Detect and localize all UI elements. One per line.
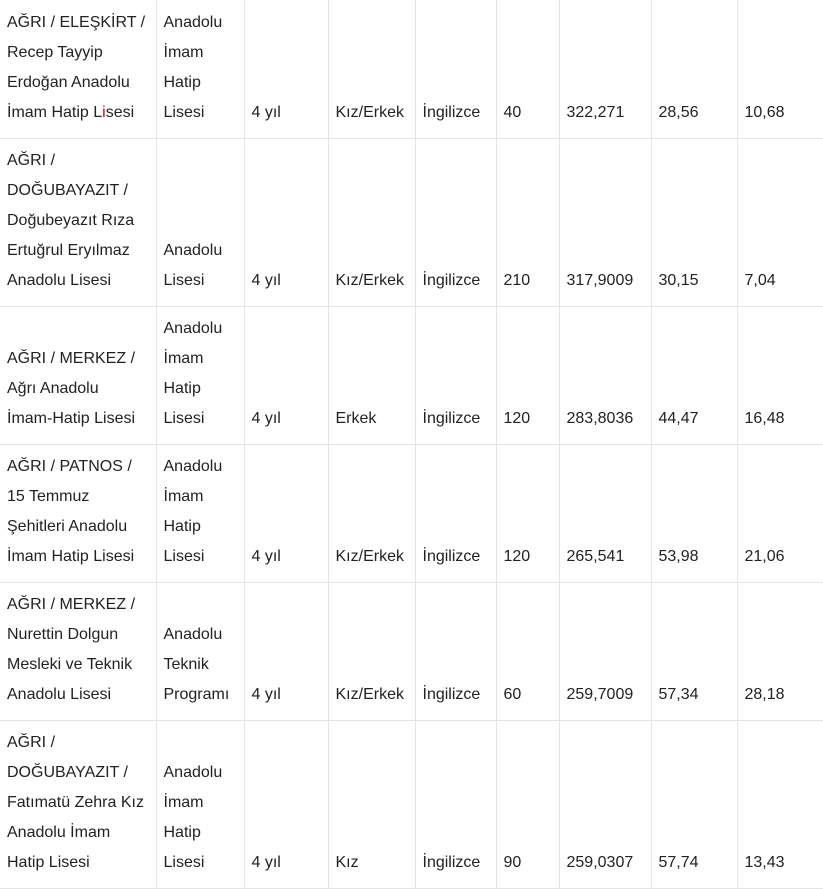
- quota-cell: 210: [496, 139, 559, 307]
- percentile-b-cell: 13,43: [737, 721, 823, 889]
- table-row: [0, 139, 823, 307]
- percentile-b-cell: 10,68: [737, 0, 823, 139]
- duration-cell: 4 yıl: [244, 583, 328, 721]
- percentile-b-cell: 16,48: [737, 307, 823, 445]
- score-cell: 322,271: [559, 0, 651, 139]
- school-name-cell: AĞRI / ELEŞKİRT / Recep Tayyip Erdoğan Anadolu İmam Hatip Lisesi: [0, 0, 156, 139]
- score-cell: 283,8036: [559, 307, 651, 445]
- percentile-a-cell: 57,34: [651, 583, 737, 721]
- language-cell: İngilizce: [415, 307, 496, 445]
- quota-cell: 120: [496, 445, 559, 583]
- gender-cell: Erkek: [328, 307, 415, 445]
- percentile-a-cell: 53,98: [651, 445, 737, 583]
- school-type-cell: Anadolu İmam Hatip Lisesi: [156, 721, 244, 889]
- language-cell: İngilizce: [415, 445, 496, 583]
- percentile-a-cell: 30,15: [651, 139, 737, 307]
- duration-cell: 4 yıl: [244, 307, 328, 445]
- score-cell: 317,9009: [559, 139, 651, 307]
- language-cell: İngilizce: [415, 583, 496, 721]
- percentile-b-cell: 28,18: [737, 583, 823, 721]
- school-type-cell: Anadolu İmam Hatip Lisesi: [156, 0, 244, 139]
- language-cell: İngilizce: [415, 0, 496, 139]
- score-cell: 265,541: [559, 445, 651, 583]
- gender-cell: Kız: [328, 721, 415, 889]
- quota-cell: 90: [496, 721, 559, 889]
- duration-cell: 4 yıl: [244, 139, 328, 307]
- gender-cell: Kız/Erkek: [328, 583, 415, 721]
- percentile-a-cell: 44,47: [651, 307, 737, 445]
- quota-cell: 40: [496, 0, 559, 139]
- quota-cell: 60: [496, 583, 559, 721]
- percentile-a-cell: 28,56: [651, 0, 737, 139]
- gender-cell: Kız/Erkek: [328, 0, 415, 139]
- school-name-cell: AĞRI / PATNOS / 15 Temmuz Şehitleri Anadolu İmam Hatip Lisesi: [0, 445, 156, 583]
- table-row: [0, 307, 823, 445]
- school-name-cell: AĞRI / MERKEZ / Nurettin Dolgun Mesleki ve Teknik Anadolu Lisesi: [0, 583, 156, 721]
- school-name-cell: AĞRI / DOĞUBAYAZIT / Doğubeyazıt Rıza Ertuğrul Eryılmaz Anadolu Lisesi: [0, 139, 156, 307]
- language-cell: İngilizce: [415, 139, 496, 307]
- score-cell: 259,0307: [559, 721, 651, 889]
- percentile-b-cell: 7,04: [737, 139, 823, 307]
- duration-cell: 4 yıl: [244, 445, 328, 583]
- duration-cell: 4 yıl: [244, 721, 328, 889]
- school-type-cell: Anadolu Teknik Programı: [156, 583, 244, 721]
- school-name-cell: AĞRI / MERKEZ / Ağrı Anadolu İmam-Hatip Lisesi: [0, 307, 156, 445]
- quota-cell: 120: [496, 307, 559, 445]
- gender-cell: Kız/Erkek: [328, 139, 415, 307]
- table-row: [0, 721, 823, 889]
- percentile-b-cell: 21,06: [737, 445, 823, 583]
- table-row: [0, 583, 823, 721]
- table-row: [0, 445, 823, 583]
- score-cell: 259,7009: [559, 583, 651, 721]
- school-type-cell: Anadolu İmam Hatip Lisesi: [156, 445, 244, 583]
- duration-cell: 4 yıl: [244, 0, 328, 139]
- school-name-cell: AĞRI / DOĞUBAYAZIT / Fatımatü Zehra Kız Anadolu İmam Hatip Lisesi: [0, 721, 156, 889]
- table-row: [0, 0, 823, 139]
- percentile-a-cell: 57,74: [651, 721, 737, 889]
- gender-cell: Kız/Erkek: [328, 445, 415, 583]
- school-type-cell: Anadolu Lisesi: [156, 139, 244, 307]
- language-cell: İngilizce: [415, 721, 496, 889]
- school-type-cell: Anadolu İmam Hatip Lisesi: [156, 307, 244, 445]
